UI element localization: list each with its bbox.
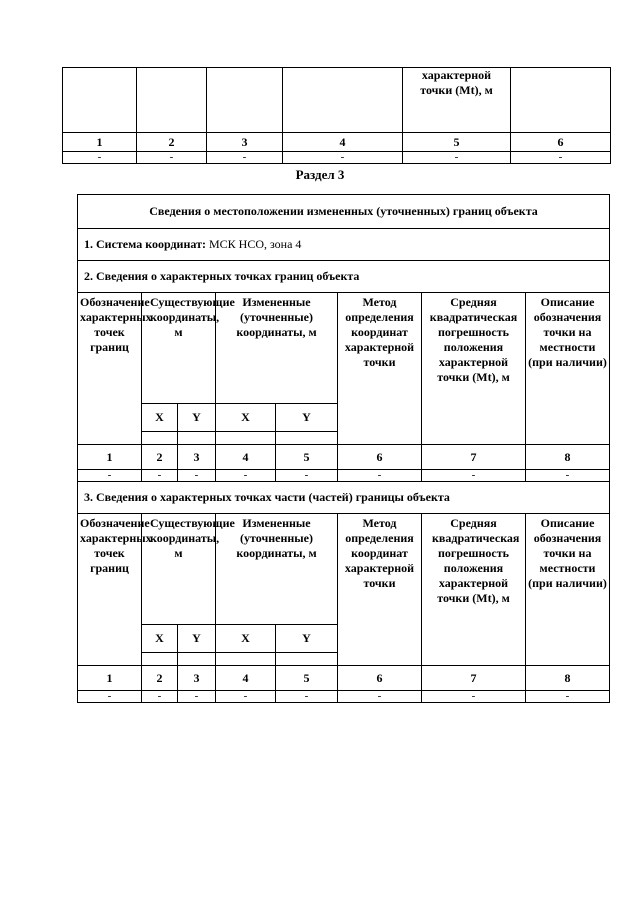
- cell: -: [338, 470, 422, 482]
- coord-system-row: [78, 229, 610, 261]
- column-number: 5: [403, 133, 511, 152]
- header-cell: Метод определения координат характерной точки: [338, 293, 422, 445]
- header-cell: Существующие координаты, м: [142, 514, 216, 625]
- cell: -: [137, 152, 207, 164]
- column-number: 4: [283, 133, 403, 152]
- column-number: 7: [422, 666, 526, 691]
- header-cell: Измененные (уточненные) координаты, м: [216, 293, 338, 404]
- header-cell: Метод определения координат характерной точки: [338, 514, 422, 666]
- header-cell: Обозначение характерных точек границ: [78, 293, 142, 445]
- column-number: 6: [338, 666, 422, 691]
- cell: -: [216, 691, 276, 703]
- column-number: 2: [142, 445, 178, 470]
- previous-section-table: [62, 67, 611, 164]
- column-number: 1: [63, 133, 137, 152]
- cell: -: [276, 691, 338, 703]
- header-cell: Средняя квадратическая погрешность положения характерной точки (Mt), м: [422, 514, 526, 666]
- column-number: 2: [142, 666, 178, 691]
- cell: -: [78, 470, 142, 482]
- column-number: 5: [276, 666, 338, 691]
- column-number: 2: [137, 133, 207, 152]
- column-number: 8: [526, 445, 610, 470]
- cell: -: [422, 470, 526, 482]
- header-cell: характерной точки (Mt), м: [403, 68, 511, 133]
- column-number: 1: [78, 666, 142, 691]
- section-title: Раздел 3: [295, 167, 345, 182]
- header-cell: Измененные (уточненные) координаты, м: [216, 514, 338, 625]
- y-label: Y: [276, 404, 338, 432]
- table-row: [78, 470, 610, 482]
- header-cell: Средняя квадратическая погрешность положения характерной точки (Mt), м: [422, 293, 526, 445]
- cell: -: [422, 691, 526, 703]
- part-3-title-row: [78, 482, 610, 514]
- table-caption-row: [78, 195, 610, 229]
- column-number: 4: [216, 666, 276, 691]
- coord-system-label: 1. Система координат:: [84, 237, 206, 251]
- cell: -: [526, 691, 610, 703]
- cell: -: [276, 470, 338, 482]
- cell: -: [338, 691, 422, 703]
- column-number: 6: [511, 133, 611, 152]
- column-number: 8: [526, 666, 610, 691]
- column-number: 1: [78, 445, 142, 470]
- table-row: [63, 152, 611, 164]
- part-2-header-row: [78, 293, 610, 404]
- column-number-row: [63, 133, 611, 152]
- column-number: 7: [422, 445, 526, 470]
- column-number: 6: [338, 445, 422, 470]
- cell: -: [142, 691, 178, 703]
- cell: -: [526, 470, 610, 482]
- cell: -: [142, 470, 178, 482]
- y-label: Y: [178, 625, 216, 653]
- table-header-row: [63, 68, 611, 133]
- cell: -: [63, 152, 137, 164]
- part-2-title: 2. Сведения о характерных точках границ объекта: [78, 261, 610, 293]
- column-number-row: [78, 666, 610, 691]
- column-number-row: [78, 445, 610, 470]
- cell: -: [283, 152, 403, 164]
- column-number: 5: [276, 445, 338, 470]
- x-label: X: [142, 404, 178, 432]
- y-label: Y: [276, 625, 338, 653]
- cell: -: [403, 152, 511, 164]
- part-3-title: 3. Сведения о характерных точках части (частей) границы объекта: [78, 482, 610, 514]
- cell: -: [511, 152, 611, 164]
- table-caption: Сведения о местоположении измененных (уточненных) границ объекта: [78, 195, 610, 229]
- x-label: X: [216, 625, 276, 653]
- cell: -: [178, 470, 216, 482]
- cell: -: [216, 470, 276, 482]
- header-cell: Описание обозначения точки на местности (при наличии): [526, 514, 610, 666]
- x-label: X: [216, 404, 276, 432]
- table-row: [78, 691, 610, 703]
- column-number: 4: [216, 445, 276, 470]
- cell: -: [78, 691, 142, 703]
- part-2-title-row: [78, 261, 610, 293]
- header-cell: Существующие координаты, м: [142, 293, 216, 404]
- column-number: 3: [178, 666, 216, 691]
- column-number: 3: [207, 133, 283, 152]
- x-label: X: [142, 625, 178, 653]
- column-number: 3: [178, 445, 216, 470]
- part-3-header-row: [78, 514, 610, 625]
- header-cell: Обозначение характерных точек границ: [78, 514, 142, 666]
- cell: -: [207, 152, 283, 164]
- coord-system-value: МСК НСО, зона 4: [205, 237, 302, 251]
- cell: -: [178, 691, 216, 703]
- section-3-table: [77, 194, 610, 703]
- y-label: Y: [178, 404, 216, 432]
- header-cell: Описание обозначения точки на местности (при наличии): [526, 293, 610, 445]
